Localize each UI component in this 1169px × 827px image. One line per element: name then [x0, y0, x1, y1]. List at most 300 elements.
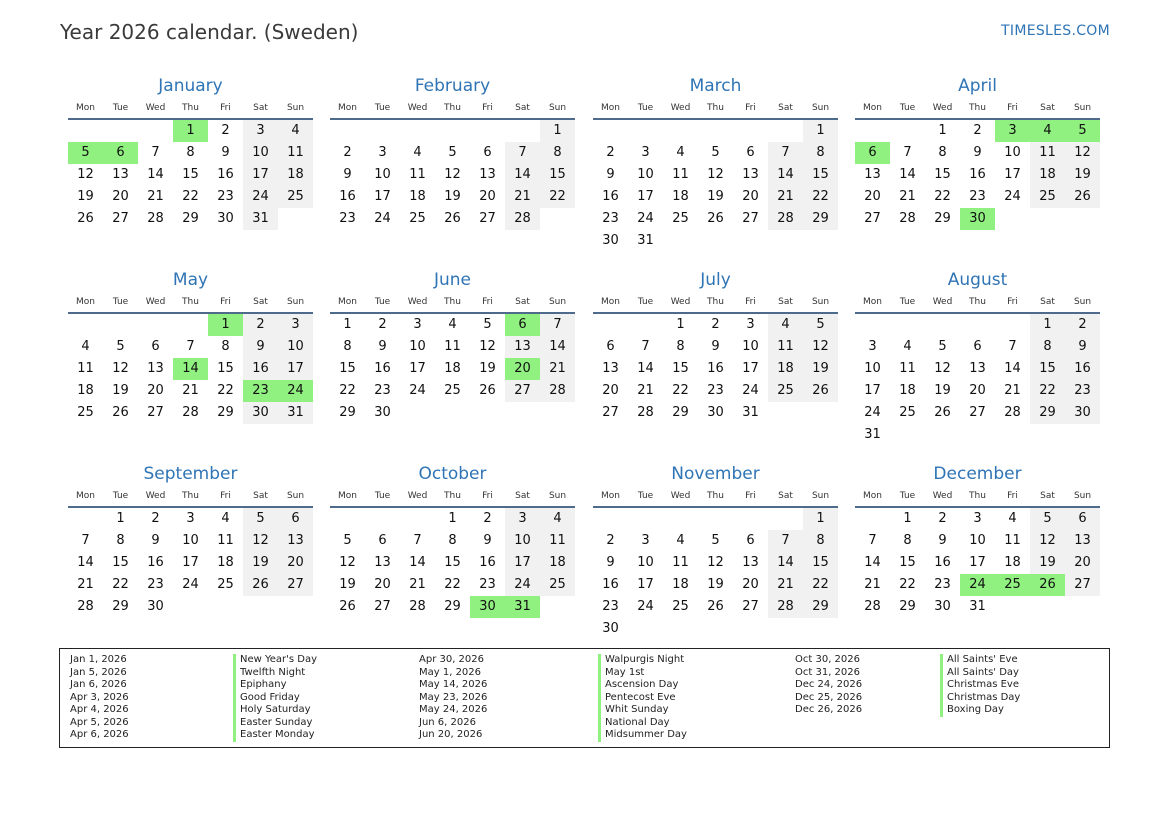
day-cell[interactable]: 11	[768, 336, 803, 358]
day-cell[interactable]: 22	[803, 574, 838, 596]
day-cell[interactable]: 8	[448, 533, 457, 548]
day-cell[interactable]: 15	[899, 555, 916, 570]
day-cell[interactable]: 17	[182, 555, 199, 570]
day-cell[interactable]: 20	[374, 577, 391, 592]
day-cell[interactable]: 27	[374, 599, 391, 614]
day-cell[interactable]: 25	[217, 577, 234, 592]
day-cell[interactable]: 13	[864, 167, 881, 182]
day-cell[interactable]: 6	[151, 339, 160, 354]
day-cell[interactable]: 1	[448, 511, 457, 526]
holiday-day-cell[interactable]: 30	[470, 596, 505, 618]
day-cell[interactable]: 19	[339, 577, 356, 592]
day-cell[interactable]: 9	[711, 339, 720, 354]
day-cell[interactable]: 3	[505, 508, 540, 530]
day-cell[interactable]: 19	[803, 358, 838, 380]
day-cell[interactable]: 18	[672, 189, 689, 204]
day-cell[interactable]: 16	[1065, 358, 1100, 380]
day-cell[interactable]: 28	[182, 405, 199, 420]
holiday-day-cell[interactable]: 31	[505, 596, 540, 618]
day-cell[interactable]: 10	[1004, 145, 1021, 160]
day-cell[interactable]: 23	[374, 383, 391, 398]
day-cell[interactable]: 23	[1065, 380, 1100, 402]
day-cell[interactable]: 21	[540, 358, 575, 380]
holiday-day-cell[interactable]: 24	[960, 574, 995, 596]
day-cell[interactable]: 20	[742, 189, 759, 204]
day-cell[interactable]: 11	[1004, 533, 1021, 548]
day-cell[interactable]: 12	[444, 167, 461, 182]
day-cell[interactable]: 10	[243, 142, 278, 164]
day-cell[interactable]: 27	[278, 574, 313, 596]
day-cell[interactable]: 10	[637, 167, 654, 182]
day-cell[interactable]: 7	[81, 533, 90, 548]
day-cell[interactable]: 3	[973, 511, 982, 526]
day-cell[interactable]: 19	[1030, 552, 1065, 574]
holiday-day-cell[interactable]: 6	[103, 142, 138, 164]
day-cell[interactable]: 28	[864, 599, 881, 614]
day-cell[interactable]: 4	[540, 508, 575, 530]
day-cell[interactable]: 12	[707, 167, 724, 182]
day-cell[interactable]: 8	[343, 339, 352, 354]
brand-logo[interactable]: TIMESLES.COM	[1001, 23, 1110, 39]
day-cell[interactable]: 23	[602, 599, 619, 614]
day-cell[interactable]: 6	[1065, 508, 1100, 530]
day-cell[interactable]: 2	[606, 145, 615, 160]
day-cell[interactable]: 20	[147, 383, 164, 398]
day-cell[interactable]: 17	[409, 361, 426, 376]
day-cell[interactable]: 24	[637, 599, 654, 614]
day-cell[interactable]: 12	[339, 555, 356, 570]
holiday-day-cell[interactable]: 1	[208, 314, 243, 336]
day-cell[interactable]: 10	[505, 530, 540, 552]
day-cell[interactable]: 16	[147, 555, 164, 570]
day-cell[interactable]: 13	[969, 361, 986, 376]
day-cell[interactable]: 26	[479, 383, 496, 398]
day-cell[interactable]: 8	[186, 145, 195, 160]
day-cell[interactable]: 9	[938, 533, 947, 548]
day-cell[interactable]: 28	[1004, 405, 1021, 420]
day-cell[interactable]: 2	[606, 533, 615, 548]
day-cell[interactable]: 4	[676, 145, 685, 160]
day-cell[interactable]: 10	[374, 167, 391, 182]
day-cell[interactable]: 1	[938, 123, 947, 138]
day-cell[interactable]: 23	[934, 577, 951, 592]
day-cell[interactable]: 8	[676, 339, 685, 354]
day-cell[interactable]: 2	[221, 123, 230, 138]
day-cell[interactable]: 3	[641, 145, 650, 160]
day-cell[interactable]: 16	[243, 358, 278, 380]
day-cell[interactable]: 1	[540, 120, 575, 142]
day-cell[interactable]: 13	[479, 167, 496, 182]
day-cell[interactable]: 19	[243, 552, 278, 574]
day-cell[interactable]: 2	[711, 317, 720, 332]
day-cell[interactable]: 22	[217, 383, 234, 398]
day-cell[interactable]: 21	[768, 186, 803, 208]
day-cell[interactable]: 31	[243, 208, 278, 230]
day-cell[interactable]: 1	[1030, 314, 1065, 336]
day-cell[interactable]: 7	[768, 530, 803, 552]
day-cell[interactable]: 12	[1065, 142, 1100, 164]
day-cell[interactable]: 29	[112, 599, 129, 614]
day-cell[interactable]: 25	[444, 383, 461, 398]
holiday-day-cell[interactable]: 3	[995, 120, 1030, 142]
day-cell[interactable]: 4	[768, 314, 803, 336]
day-cell[interactable]: 27	[479, 211, 496, 226]
day-cell[interactable]: 22	[182, 189, 199, 204]
day-cell[interactable]: 11	[672, 555, 689, 570]
day-cell[interactable]: 7	[868, 533, 877, 548]
day-cell[interactable]: 17	[505, 552, 540, 574]
day-cell[interactable]: 14	[637, 361, 654, 376]
day-cell[interactable]: 2	[1065, 314, 1100, 336]
day-cell[interactable]: 15	[803, 552, 838, 574]
day-cell[interactable]: 12	[803, 336, 838, 358]
day-cell[interactable]: 21	[899, 189, 916, 204]
day-cell[interactable]: 23	[479, 577, 496, 592]
day-cell[interactable]: 19	[479, 361, 496, 376]
holiday-day-cell[interactable]: 26	[1030, 574, 1065, 596]
day-cell[interactable]: 9	[606, 555, 615, 570]
day-cell[interactable]: 5	[116, 339, 125, 354]
day-cell[interactable]: 21	[505, 186, 540, 208]
day-cell[interactable]: 6	[278, 508, 313, 530]
day-cell[interactable]: 16	[969, 167, 986, 182]
day-cell[interactable]: 11	[899, 361, 916, 376]
day-cell[interactable]: 20	[602, 383, 619, 398]
day-cell[interactable]: 18	[217, 555, 234, 570]
holiday-day-cell[interactable]: 6	[855, 142, 890, 164]
day-cell[interactable]: 9	[221, 145, 230, 160]
day-cell[interactable]: 18	[768, 358, 803, 380]
day-cell[interactable]: 18	[444, 361, 461, 376]
holiday-day-cell[interactable]: 20	[505, 358, 540, 380]
day-cell[interactable]: 16	[374, 361, 391, 376]
day-cell[interactable]: 20	[1065, 552, 1100, 574]
holiday-day-cell[interactable]: 14	[173, 358, 208, 380]
day-cell[interactable]: 4	[1008, 511, 1017, 526]
day-cell[interactable]: 5	[1030, 508, 1065, 530]
day-cell[interactable]: 24	[864, 405, 881, 420]
day-cell[interactable]: 16	[339, 189, 356, 204]
day-cell[interactable]: 10	[278, 336, 313, 358]
day-cell[interactable]: 16	[217, 167, 234, 182]
day-cell[interactable]: 18	[540, 552, 575, 574]
day-cell[interactable]: 26	[707, 599, 724, 614]
day-cell[interactable]: 28	[899, 211, 916, 226]
day-cell[interactable]: 12	[934, 361, 951, 376]
day-cell[interactable]: 24	[505, 574, 540, 596]
day-cell[interactable]: 6	[378, 533, 387, 548]
day-cell[interactable]: 22	[803, 186, 838, 208]
day-cell[interactable]: 26	[444, 211, 461, 226]
day-cell[interactable]: 14	[409, 555, 426, 570]
day-cell[interactable]: 30	[934, 599, 951, 614]
day-cell[interactable]: 5	[711, 145, 720, 160]
day-cell[interactable]: 18	[1004, 555, 1021, 570]
day-cell[interactable]: 3	[186, 511, 195, 526]
day-cell[interactable]: 31	[637, 233, 654, 248]
day-cell[interactable]: 13	[1065, 530, 1100, 552]
day-cell[interactable]: 28	[505, 208, 540, 230]
day-cell[interactable]: 29	[339, 405, 356, 420]
day-cell[interactable]: 27	[864, 211, 881, 226]
day-cell[interactable]: 25	[768, 380, 803, 402]
day-cell[interactable]: 11	[217, 533, 234, 548]
day-cell[interactable]: 7	[641, 339, 650, 354]
day-cell[interactable]: 30	[217, 211, 234, 226]
day-cell[interactable]: 19	[77, 189, 94, 204]
day-cell[interactable]: 18	[77, 383, 94, 398]
day-cell[interactable]: 14	[1004, 361, 1021, 376]
day-cell[interactable]: 11	[77, 361, 94, 376]
day-cell[interactable]: 3	[278, 314, 313, 336]
day-cell[interactable]: 16	[479, 555, 496, 570]
day-cell[interactable]: 7	[1008, 339, 1017, 354]
day-cell[interactable]: 13	[742, 167, 759, 182]
holiday-day-cell[interactable]: 4	[1030, 120, 1065, 142]
day-cell[interactable]: 23	[339, 211, 356, 226]
day-cell[interactable]: 1	[676, 317, 685, 332]
day-cell[interactable]: 20	[278, 552, 313, 574]
day-cell[interactable]: 27	[969, 405, 986, 420]
day-cell[interactable]: 25	[672, 599, 689, 614]
day-cell[interactable]: 17	[243, 164, 278, 186]
day-cell[interactable]: 1	[116, 511, 125, 526]
day-cell[interactable]: 20	[112, 189, 129, 204]
day-cell[interactable]: 13	[505, 336, 540, 358]
day-cell[interactable]: 26	[112, 405, 129, 420]
day-cell[interactable]: 28	[768, 596, 803, 618]
day-cell[interactable]: 9	[483, 533, 492, 548]
day-cell[interactable]: 13	[112, 167, 129, 182]
day-cell[interactable]: 2	[343, 145, 352, 160]
day-cell[interactable]: 14	[768, 552, 803, 574]
day-cell[interactable]: 26	[339, 599, 356, 614]
day-cell[interactable]: 5	[803, 314, 838, 336]
day-cell[interactable]: 14	[540, 336, 575, 358]
day-cell[interactable]: 1	[803, 508, 838, 530]
day-cell[interactable]: 4	[278, 120, 313, 142]
day-cell[interactable]: 11	[672, 167, 689, 182]
day-cell[interactable]: 13	[374, 555, 391, 570]
day-cell[interactable]: 26	[934, 405, 951, 420]
day-cell[interactable]: 30	[374, 405, 391, 420]
day-cell[interactable]: 15	[339, 361, 356, 376]
day-cell[interactable]: 9	[1065, 336, 1100, 358]
day-cell[interactable]: 28	[77, 599, 94, 614]
day-cell[interactable]: 22	[672, 383, 689, 398]
day-cell[interactable]: 28	[409, 599, 426, 614]
day-cell[interactable]: 30	[147, 599, 164, 614]
day-cell[interactable]: 21	[147, 189, 164, 204]
day-cell[interactable]: 25	[278, 186, 313, 208]
day-cell[interactable]: 4	[221, 511, 230, 526]
day-cell[interactable]: 6	[483, 145, 492, 160]
day-cell[interactable]: 15	[444, 555, 461, 570]
day-cell[interactable]: 21	[409, 577, 426, 592]
day-cell[interactable]: 5	[711, 533, 720, 548]
day-cell[interactable]: 19	[934, 383, 951, 398]
day-cell[interactable]: 27	[602, 405, 619, 420]
day-cell[interactable]: 24	[1004, 189, 1021, 204]
day-cell[interactable]: 7	[505, 142, 540, 164]
day-cell[interactable]: 31	[864, 427, 881, 442]
day-cell[interactable]: 9	[151, 533, 160, 548]
day-cell[interactable]: 3	[243, 120, 278, 142]
day-cell[interactable]: 13	[278, 530, 313, 552]
day-cell[interactable]: 2	[973, 123, 982, 138]
day-cell[interactable]: 29	[803, 208, 838, 230]
day-cell[interactable]: 20	[864, 189, 881, 204]
holiday-day-cell[interactable]: 30	[960, 208, 995, 230]
day-cell[interactable]: 25	[1030, 186, 1065, 208]
day-cell[interactable]: 1	[343, 317, 352, 332]
day-cell[interactable]: 8	[116, 533, 125, 548]
day-cell[interactable]: 3	[746, 317, 755, 332]
day-cell[interactable]: 17	[969, 555, 986, 570]
day-cell[interactable]: 7	[151, 145, 160, 160]
day-cell[interactable]: 22	[444, 577, 461, 592]
day-cell[interactable]: 13	[602, 361, 619, 376]
day-cell[interactable]: 24	[409, 383, 426, 398]
day-cell[interactable]: 9	[378, 339, 387, 354]
day-cell[interactable]: 4	[413, 145, 422, 160]
day-cell[interactable]: 10	[182, 533, 199, 548]
day-cell[interactable]: 30	[243, 402, 278, 424]
day-cell[interactable]: 26	[707, 211, 724, 226]
day-cell[interactable]: 29	[672, 405, 689, 420]
day-cell[interactable]: 31	[278, 402, 313, 424]
day-cell[interactable]: 8	[938, 145, 947, 160]
day-cell[interactable]: 17	[1004, 167, 1021, 182]
day-cell[interactable]: 26	[803, 380, 838, 402]
day-cell[interactable]: 7	[186, 339, 195, 354]
day-cell[interactable]: 24	[742, 383, 759, 398]
day-cell[interactable]: 24	[637, 211, 654, 226]
holiday-day-cell[interactable]: 24	[278, 380, 313, 402]
day-cell[interactable]: 12	[479, 339, 496, 354]
day-cell[interactable]: 25	[77, 405, 94, 420]
day-cell[interactable]: 17	[374, 189, 391, 204]
day-cell[interactable]: 29	[899, 599, 916, 614]
day-cell[interactable]: 12	[77, 167, 94, 182]
day-cell[interactable]: 9	[973, 145, 982, 160]
day-cell[interactable]: 22	[540, 186, 575, 208]
day-cell[interactable]: 10	[969, 533, 986, 548]
day-cell[interactable]: 14	[77, 555, 94, 570]
day-cell[interactable]: 25	[409, 211, 426, 226]
day-cell[interactable]: 19	[444, 189, 461, 204]
day-cell[interactable]: 21	[768, 574, 803, 596]
day-cell[interactable]: 11	[444, 339, 461, 354]
day-cell[interactable]: 14	[147, 167, 164, 182]
day-cell[interactable]: 13	[742, 555, 759, 570]
day-cell[interactable]: 4	[448, 317, 457, 332]
day-cell[interactable]: 21	[77, 577, 94, 592]
day-cell[interactable]: 7	[768, 142, 803, 164]
day-cell[interactable]: 15	[540, 164, 575, 186]
day-cell[interactable]: 11	[409, 167, 426, 182]
day-cell[interactable]: 22	[112, 577, 129, 592]
day-cell[interactable]: 15	[672, 361, 689, 376]
day-cell[interactable]: 22	[934, 189, 951, 204]
holiday-day-cell[interactable]: 1	[173, 120, 208, 142]
day-cell[interactable]: 27	[742, 599, 759, 614]
day-cell[interactable]: 18	[278, 164, 313, 186]
day-cell[interactable]: 20	[969, 383, 986, 398]
day-cell[interactable]: 8	[803, 530, 838, 552]
day-cell[interactable]: 29	[182, 211, 199, 226]
day-cell[interactable]: 15	[182, 167, 199, 182]
day-cell[interactable]: 18	[672, 577, 689, 592]
day-cell[interactable]: 10	[742, 339, 759, 354]
day-cell[interactable]: 11	[1030, 142, 1065, 164]
day-cell[interactable]: 18	[409, 189, 426, 204]
day-cell[interactable]: 15	[934, 167, 951, 182]
day-cell[interactable]: 1	[803, 120, 838, 142]
day-cell[interactable]: 2	[151, 511, 160, 526]
holiday-day-cell[interactable]: 5	[1065, 120, 1100, 142]
day-cell[interactable]: 15	[803, 164, 838, 186]
day-cell[interactable]: 23	[707, 383, 724, 398]
day-cell[interactable]: 14	[864, 555, 881, 570]
day-cell[interactable]: 26	[77, 211, 94, 226]
day-cell[interactable]: 2	[243, 314, 278, 336]
day-cell[interactable]: 1	[903, 511, 912, 526]
day-cell[interactable]: 22	[1030, 380, 1065, 402]
day-cell[interactable]: 8	[221, 339, 230, 354]
day-cell[interactable]: 28	[637, 405, 654, 420]
day-cell[interactable]: 17	[278, 358, 313, 380]
day-cell[interactable]: 19	[112, 383, 129, 398]
day-cell[interactable]: 2	[483, 511, 492, 526]
day-cell[interactable]: 7	[903, 145, 912, 160]
day-cell[interactable]: 9	[606, 167, 615, 182]
day-cell[interactable]: 5	[343, 533, 352, 548]
day-cell[interactable]: 19	[707, 189, 724, 204]
day-cell[interactable]: 18	[1030, 164, 1065, 186]
day-cell[interactable]: 3	[868, 339, 877, 354]
day-cell[interactable]: 26	[243, 574, 278, 596]
day-cell[interactable]: 14	[505, 164, 540, 186]
day-cell[interactable]: 23	[602, 211, 619, 226]
day-cell[interactable]: 20	[742, 577, 759, 592]
day-cell[interactable]: 3	[641, 533, 650, 548]
day-cell[interactable]: 8	[540, 142, 575, 164]
day-cell[interactable]: 29	[217, 405, 234, 420]
day-cell[interactable]: 30	[1065, 402, 1100, 424]
day-cell[interactable]: 2	[938, 511, 947, 526]
day-cell[interactable]: 19	[707, 577, 724, 592]
day-cell[interactable]: 7	[540, 314, 575, 336]
day-cell[interactable]: 28	[147, 211, 164, 226]
day-cell[interactable]: 24	[182, 577, 199, 592]
day-cell[interactable]: 30	[602, 621, 619, 636]
day-cell[interactable]: 13	[147, 361, 164, 376]
day-cell[interactable]: 30	[602, 233, 619, 248]
day-cell[interactable]: 10	[409, 339, 426, 354]
day-cell[interactable]: 6	[746, 145, 755, 160]
day-cell[interactable]: 23	[147, 577, 164, 592]
day-cell[interactable]: 31	[742, 405, 759, 420]
day-cell[interactable]: 5	[938, 339, 947, 354]
day-cell[interactable]: 5	[243, 508, 278, 530]
day-cell[interactable]: 21	[182, 383, 199, 398]
day-cell[interactable]: 10	[637, 555, 654, 570]
holiday-day-cell[interactable]: 5	[68, 142, 103, 164]
day-cell[interactable]: 16	[602, 189, 619, 204]
day-cell[interactable]: 16	[934, 555, 951, 570]
day-cell[interactable]: 4	[676, 533, 685, 548]
